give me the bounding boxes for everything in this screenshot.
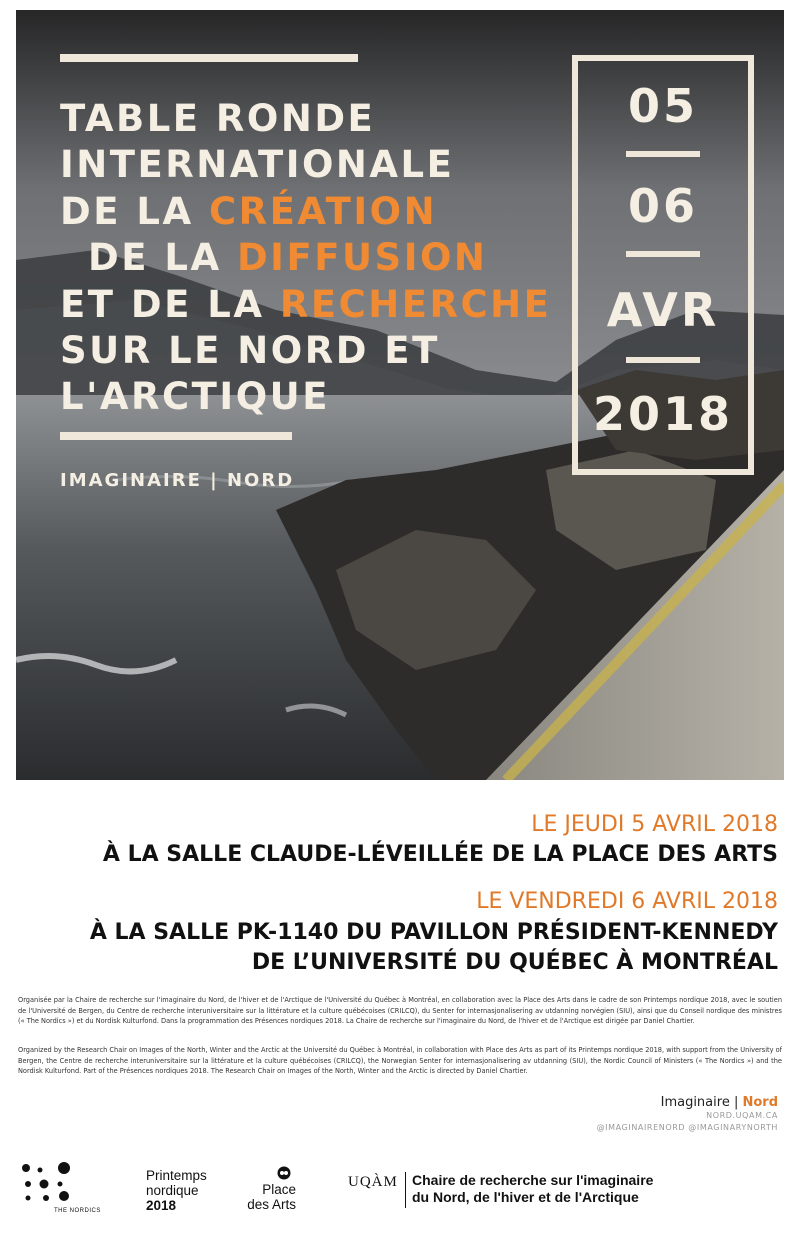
imaginaire-nord-tag: IMAGINAIRE | NORD: [60, 470, 295, 491]
imaginaire-nord-brand: [597, 1095, 778, 1134]
title-line-2: INTERNATIONALE: [60, 143, 455, 186]
brand-url[interactable]: NORD.UQAM.CA: [706, 1111, 778, 1120]
event-2-place-line-2: DE L’UNIVERSITÉ DU QUÉBEC À MONTRÉAL: [251, 950, 778, 975]
the-nordics-logo-icon: [20, 1162, 80, 1206]
printemps-line-1: Printemps: [146, 1168, 207, 1183]
date-month: AVR: [606, 283, 720, 337]
date-box: [572, 55, 754, 475]
credits-french: Organisée par la Chaire de recherche sur l'imaginaire du Nord, de l'hiver et de l'Arctique de l'Université du Québec à Montréal, en collaboration avec la Place des Arts dans le cadre de son Printemps nordique 2018, avec le soutien de l'Université de Bergen, du Centre de recherche interuniversitaire sur la littérature et la culture québécoises (CRILCQ), du Senter for internasjonalisering av utdanning norvégien (SIU), ainsi que du Conseil nordique des ministres (« The Nordics ») et du Nordisk Kulturfond. Dans la programmation des Présences nordiques 2018. La Chaire de recherche sur l'imaginaire du Nord, de l'hiver et de l'Arctique est dirigée par Daniel Chartier.: [18, 996, 782, 1025]
title-line-4: DE LA DIFFUSION: [88, 236, 488, 279]
printemps-line-2: nordique: [146, 1183, 199, 1198]
date-day-1: 05: [627, 79, 698, 133]
event-2-place-line-1: À LA SALLE PK-1140 DU PAVILLON PRÉSIDENT-KENNEDY: [89, 920, 778, 945]
uqam-logo: UQÀM: [348, 1174, 398, 1190]
chaire-line-1: Chaire de recherche sur l'imaginaire: [412, 1172, 654, 1188]
top-rule: [60, 54, 358, 62]
date-rule-1: [626, 151, 700, 157]
printemps-line-3: 2018: [146, 1198, 177, 1213]
pda-line-2: des Arts: [247, 1197, 296, 1212]
title-line-5: ET DE LA RECHERCHE: [60, 283, 552, 326]
chaire-line-2: du Nord, de l'hiver et de l'Arctique: [412, 1189, 639, 1205]
date-year: 2018: [592, 387, 734, 441]
place-des-arts-logo: [238, 1182, 296, 1212]
title-line-6: SUR LE NORD ET: [60, 329, 440, 372]
date-day-2: 06: [627, 179, 698, 233]
title-line-1: TABLE RONDE: [60, 97, 376, 140]
pda-line-1: Place: [262, 1182, 296, 1197]
title-line-7: L'ARCTIQUE: [60, 375, 330, 418]
credits-english: Organized by the Research Chair on Images of the North, Winter and the Arctic at the Université du Québec à Montréal, in collaboration with Place des Arts as part of its Printemps nordique 2018, with support from the University of Bergen, the Centre de recherche interuniversitaire sur la littérature et la culture québécoises (CRILCQ), the Norwegian Senter for internasjonalisering av utdanning (SIU), the Nordic Council of Ministers (« The Nordics ») and the Nordisk Kulturfond. Part of the Présences nordiques 2018. The Research Chair on Images of the North, Winter and the Arctic is directed by Daniel Chartier.: [18, 1046, 782, 1075]
date-rule-2: [626, 251, 700, 257]
date-rule-3: [626, 357, 700, 363]
printemps-nordique-logo: [146, 1168, 207, 1213]
bottom-rule: [60, 432, 292, 440]
event-1-date: LE JEUDI 5 AVRIL 2018: [531, 812, 778, 837]
brand-name: Imaginaire | Nord: [660, 1095, 778, 1110]
uqam-divider: [405, 1172, 406, 1208]
the-nordics-caption: THE NORDICS: [54, 1208, 101, 1214]
place-des-arts-icon: [277, 1166, 291, 1180]
hero-photo: [16, 10, 784, 780]
chaire-logo: [412, 1172, 653, 1206]
title-line-3: DE LA CRÉATION: [60, 190, 438, 233]
event-2-date: LE VENDREDI 6 AVRIL 2018: [476, 889, 778, 914]
brand-social[interactable]: @IMAGINAIRENORD @IMAGINARYNORTH: [596, 1123, 778, 1132]
event-1-place: À LA SALLE CLAUDE-LÉVEILLÉE DE LA PLACE DES ARTS: [102, 842, 778, 867]
